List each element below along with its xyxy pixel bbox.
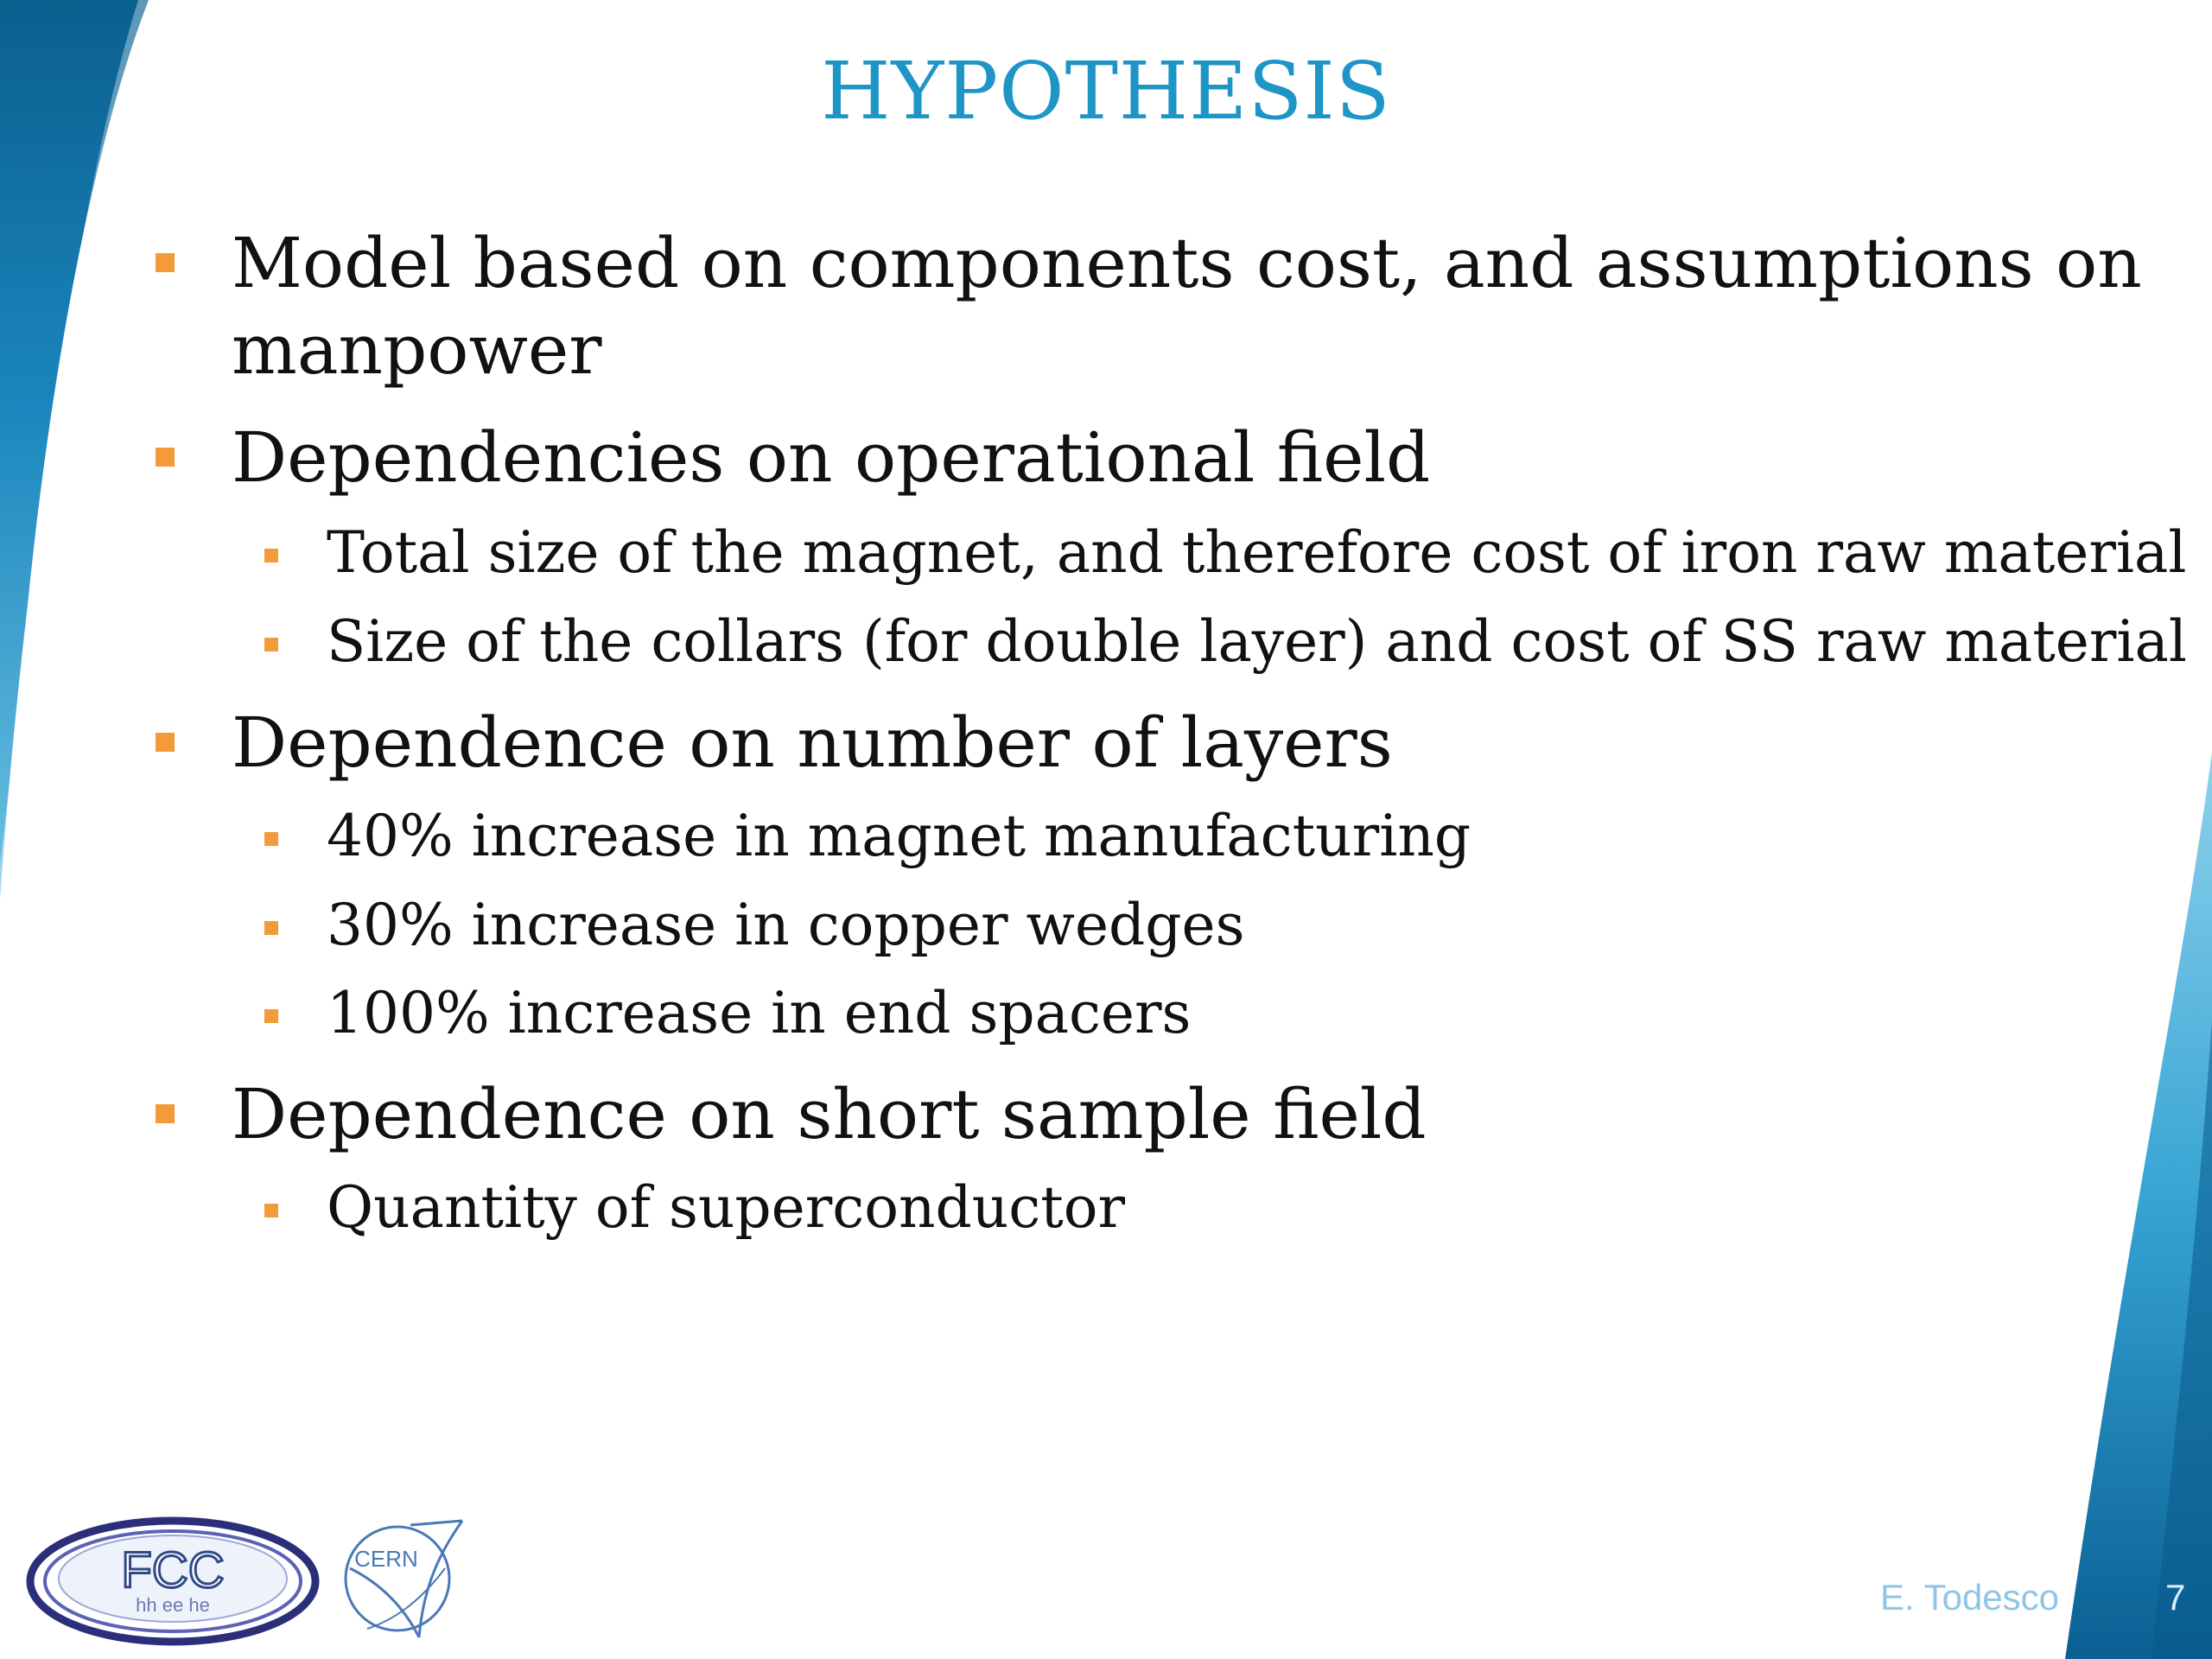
cern-logo-text: CERN (354, 1546, 418, 1572)
bullet-marker (156, 733, 175, 752)
sub-bullet-marker (264, 921, 278, 935)
bullet-item: Dependencies on operational field (232, 417, 1431, 498)
sub-bullet-marker (264, 1204, 278, 1217)
bullet-marker (156, 1104, 175, 1123)
sub-bullet-marker (264, 832, 278, 846)
bullet-item: Model based on components cost, and assumptions on (232, 223, 2142, 303)
sub-bullet-item: 100% increase in end spacers (327, 980, 1192, 1046)
sub-bullet-item: 40% increase in magnet manufacturing (327, 803, 1471, 869)
author-footer: E. Todesco (1880, 1577, 2060, 1618)
sub-bullet-item: Total size of the magnet, and therefore cost of iron raw material (327, 519, 2187, 586)
bullet-marker (156, 253, 175, 272)
sub-bullet-marker (264, 1009, 278, 1023)
cern-logo (341, 1516, 471, 1642)
bullet-item-continuation: manpower (232, 309, 602, 390)
fcc-logo (26, 1516, 320, 1646)
sub-bullet-marker (264, 638, 278, 652)
bullet-marker (156, 448, 175, 467)
bullet-item: Dependence on number of layers (232, 702, 1393, 783)
sub-bullet-item: Size of the collars (for double layer) and cost of SS raw material (327, 608, 2187, 675)
sub-bullet-item: 30% increase in copper wedges (327, 892, 1245, 958)
sub-bullet-item: Quantity of superconductor (327, 1174, 1125, 1241)
page-number: 7 (2165, 1577, 2186, 1618)
bullet-item: Dependence on short sample field (232, 1074, 1427, 1154)
fcc-logo-text: FCC (121, 1542, 225, 1599)
sub-bullet-marker (264, 549, 278, 563)
slide-title: HYPOTHESIS (821, 45, 1391, 137)
fcc-logo-subtext: hh ee he (136, 1594, 210, 1616)
